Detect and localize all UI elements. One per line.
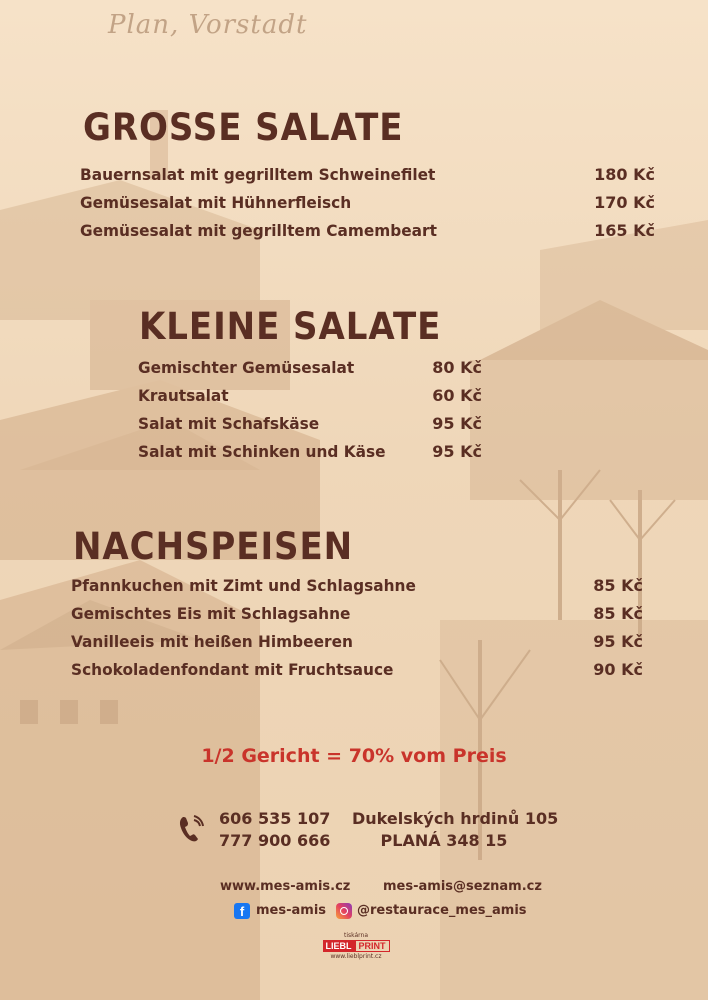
printer-logo-top: tiskárna	[343, 932, 369, 939]
menu-item	[138, 414, 482, 442]
menu-item	[71, 576, 643, 604]
background-caption: Plan, Vorstadt	[108, 10, 308, 40]
printer-logo	[314, 932, 398, 961]
grosse-salate-list	[80, 165, 655, 249]
kleine-salate-list	[138, 358, 482, 470]
item-name: Vanilleeis mit heißen Himbeeren	[71, 632, 353, 651]
menu-item	[138, 442, 482, 470]
half-portion-note: 1/2 Gericht = 70% vom Preis	[201, 745, 507, 767]
phone-number[interactable]: 606 535 107	[219, 809, 331, 828]
item-price: 165 Kč	[594, 221, 655, 240]
address-street: Dukelských hrdinů 105	[352, 809, 559, 828]
phone-number[interactable]: 777 900 666	[219, 831, 331, 850]
email-link[interactable]: mes-amis@seznam.cz	[383, 879, 542, 894]
menu-item	[80, 221, 655, 249]
menu-item	[71, 632, 643, 660]
item-name: Gemischtes Eis mit Schlagsahne	[71, 604, 351, 623]
item-price: 85 Kč	[593, 576, 643, 595]
item-price: 60 Kč	[432, 386, 482, 405]
item-name: Salat mit Schinken und Käse	[138, 442, 386, 461]
item-price: 95 Kč	[593, 632, 643, 651]
printer-logo-mark	[314, 940, 398, 952]
printer-logo-url: www.lieblprint.cz	[330, 953, 382, 960]
menu-item	[71, 604, 643, 632]
facebook-link[interactable]: mes-amis	[256, 903, 327, 918]
item-name: Krautsalat	[138, 386, 229, 405]
website-link[interactable]: www.mes-amis.cz	[220, 879, 351, 894]
item-price: 85 Kč	[593, 604, 643, 623]
item-name: Schokoladenfondant mit Fruchtsauce	[71, 660, 394, 679]
item-price: 95 Kč	[432, 442, 482, 461]
printer-logo-word2: PRINT	[355, 940, 390, 952]
section-title-grosse-salate: GROSSE SALATE	[83, 106, 404, 149]
section-title-kleine-salate: KLEINE SALATE	[139, 305, 442, 348]
menu-item	[138, 358, 482, 386]
address	[352, 808, 559, 852]
item-name: Gemüsesalat mit Hühnerfleisch	[80, 193, 352, 212]
menu-item	[80, 193, 655, 221]
item-price: 170 Kč	[594, 193, 655, 212]
address-city: PLANÁ 348 15	[380, 831, 508, 850]
item-name: Gemüsesalat mit gegrilltem Camembeart	[80, 221, 437, 240]
printer-logo-word1: LIEBL	[323, 940, 355, 952]
phone-icon	[178, 814, 204, 844]
instagram-link[interactable]: @restaurace_mes_amis	[357, 903, 527, 918]
item-name: Salat mit Schafskäse	[138, 414, 320, 433]
instagram-icon	[336, 903, 352, 919]
item-price: 180 Kč	[594, 165, 655, 184]
item-price: 90 Kč	[593, 660, 643, 679]
item-name: Bauernsalat mit gegrilltem Schweinefilet	[80, 165, 436, 184]
section-title-nachspeisen: NACHSPEISEN	[73, 525, 354, 568]
item-name: Gemischter Gemüsesalat	[138, 358, 355, 377]
menu-item	[138, 386, 482, 414]
menu-item	[80, 165, 655, 193]
menu-item	[71, 660, 643, 688]
item-price: 80 Kč	[432, 358, 482, 377]
item-name: Pfannkuchen mit Zimt und Schlagsahne	[71, 576, 416, 595]
facebook-icon: f	[234, 903, 250, 919]
item-price: 95 Kč	[432, 414, 482, 433]
phone-numbers	[219, 808, 330, 852]
nachspeisen-list	[71, 576, 643, 688]
